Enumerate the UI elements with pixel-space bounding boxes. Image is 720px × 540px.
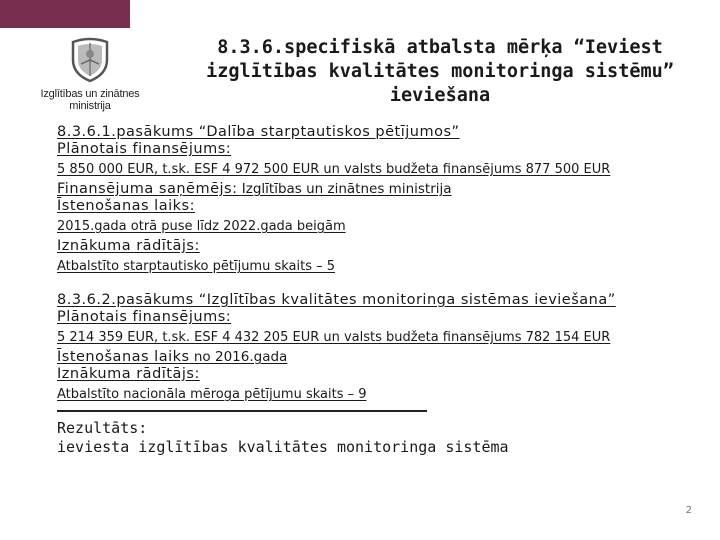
- measure1-recipient: [57, 181, 657, 198]
- measure2-heading: 8.3.6.2.pasākums “Izglītības kvalitātes monitoringa sistēmas ieviešana”: [57, 292, 616, 308]
- divider: [57, 410, 427, 412]
- result-label: Rezultāts:: [57, 419, 148, 437]
- measure2-indicator-value: Atbalstīto nacionāla mēroga pētījumu skaits – 9: [57, 387, 367, 402]
- measure2-funding-value: 5 214 359 EUR, t.sk. ESF 4 432 205 EUR un valsts budžeta finansējums 782 154 EUR: [57, 330, 611, 345]
- measure2-funding-label: Plānotais finansējums:: [57, 309, 232, 325]
- result-value: ieviesta izglītības kvalitātes monitoringa sistēma: [57, 438, 509, 456]
- logo-text-line2: ministrija: [69, 100, 111, 112]
- slide-content: [57, 124, 657, 457]
- measure1-funding-label: Plānotais finansējums:: [57, 141, 232, 157]
- coat-of-arms-icon: [67, 34, 113, 84]
- page-number: 2: [685, 505, 692, 516]
- measure2-period-value: no 2016.gada: [193, 349, 288, 365]
- measure2-period: [57, 349, 657, 366]
- measure1-period-value: 2015.gada otrā puse līdz 2022.gada beigām: [57, 219, 346, 234]
- corner-accent-bar: [0, 0, 130, 28]
- ministry-logo: [34, 34, 146, 112]
- measure1-heading: 8.3.6.1.pasākums “Dalība starptautiskos pētījumos”: [57, 124, 460, 140]
- slide-title: 8.3.6.specifiskā atbalsta mērķa “Ieviest izglītības kvalitātes monitoringa sistēmu” ieviešana: [206, 37, 674, 106]
- measure1-period-label: Īstenošanas laiks:: [57, 198, 195, 214]
- measure1-funding-value: 5 850 000 EUR, t.sk. ESF 4 972 500 EUR un valsts budžeta finansējums 877 500 EUR: [57, 162, 611, 177]
- measure1-indicator-label: Iznākuma rādītājs:: [57, 238, 200, 254]
- measure2-indicator-label: Iznākuma rādītājs:: [57, 366, 200, 382]
- measure1-recipient-value: Izglītības un zinātnes ministrija: [241, 181, 452, 197]
- measure1-recipient-label: Finansējuma saņēmējs:: [57, 181, 238, 197]
- logo-text-line1: Izglītības un zinātnes: [40, 88, 140, 100]
- measure2-period-label: Īstenošanas laiks: [57, 349, 190, 365]
- measure1-indicator-value: Atbalstīto starptautisko pētījumu skaits – 5: [57, 259, 336, 274]
